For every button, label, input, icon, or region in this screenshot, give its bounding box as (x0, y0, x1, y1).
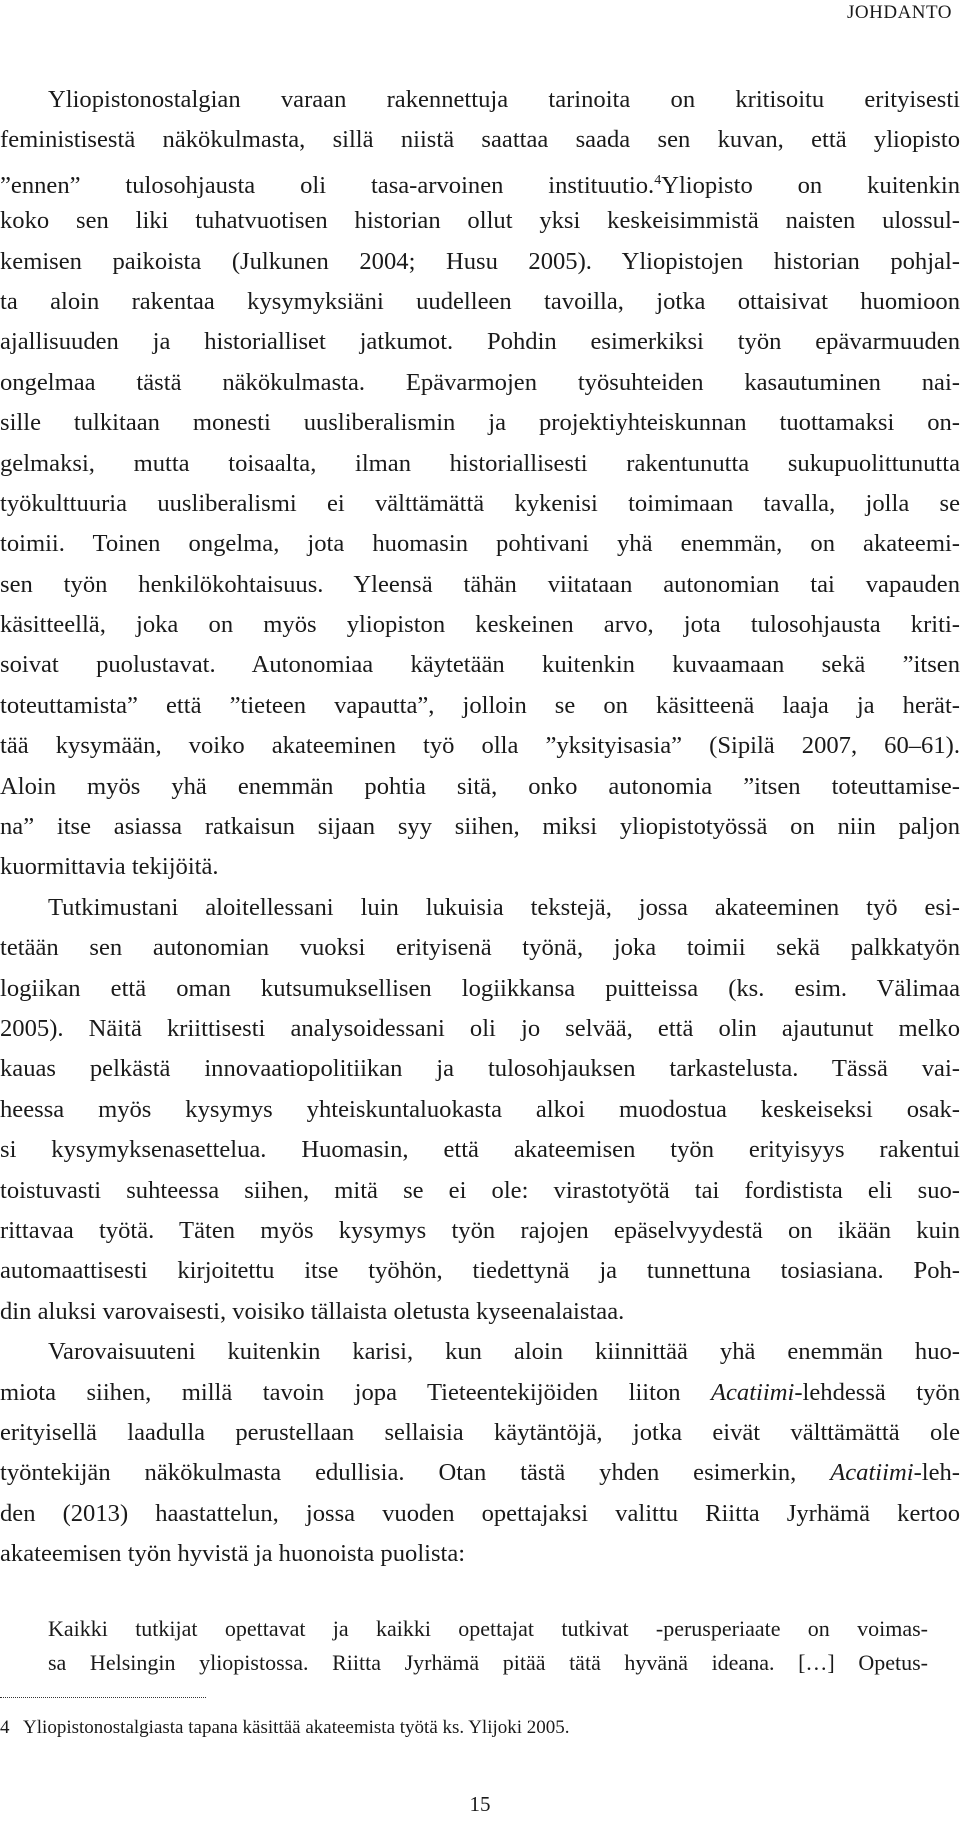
text-line: erityisellä laadulla perustellaan sellaisia käytäntöjä, jotka eivät välttämättä ole (0, 1418, 960, 1446)
text-fragment: -lehdessä työn (794, 1378, 960, 1406)
block-quote (48, 1612, 928, 1680)
text-line: tetään sen autonomian vuoksi erityisenä työnä, joka toimii sekä palkkatyön (0, 934, 960, 962)
text-line: automaattisesti kirjoitettu itse työhön, tiedettynä ja tunnettuna tosiasiana. Poh- (0, 1257, 960, 1285)
text-line: toteuttamista” että ”tieteen vapautta”, jolloin se on käsitteenä laaja ja herät- (0, 691, 960, 719)
text-line: sen työn henkilökohtaisuus. Yleensä tähän viitataan autonomian tai vapauden (0, 570, 960, 598)
text-fragment: miota siihen, millä tavoin jopa Tieteentekijöiden liiton (0, 1378, 711, 1406)
journal-title: Acatiimi (830, 1459, 914, 1487)
footnote-marker[interactable]: 4 (654, 172, 662, 188)
text-line: Varovaisuuteni kuitenkin karisi, kun aloin kiinnittää yhä enemmän huo- (48, 1338, 960, 1366)
journal-title: Acatiimi (710, 1378, 795, 1406)
text-line: 2005). Näitä kriittisesti analysoidessani oli jo selvää, että olin ajautunut melko (0, 1014, 960, 1042)
text-line: työkulttuuria uusliberalismi ei välttämättä kykenisi toimimaan tavalla, jolla se (0, 489, 960, 517)
text-line: kuormittavia tekijöitä. (0, 853, 219, 881)
text-line: soivat puolustavat. Autonomiaa käytetään kuitenkin kuvaamaan sekä ”itsen (0, 651, 960, 679)
body-text (0, 80, 960, 1574)
text-line: din aluksi varovaisesti, voisiko tällaista oletusta kyseenalaistaa. (0, 1297, 625, 1325)
text-line: ta aloin rakentaa kysymyksiäni uudelleen tavoilla, jotka ottaisivat huomioon (0, 287, 960, 315)
page-number: 15 (469, 1792, 491, 1816)
text-line: akateemisen työn hyvistä ja huonoista puolista: (0, 1540, 466, 1568)
text-fragment: työntekijän näkökulmasta edullisia. Otan tästä yhden esimerkin, (0, 1459, 831, 1487)
text-line (0, 161, 960, 201)
text-line: kemisen paikoista (Julkunen 2004; Husu 2005). Yliopistojen historian pohjal- (0, 247, 960, 275)
text-line: den (2013) haastattelun, jossa vuoden opettajaksi valittu Riitta Jyrhämä kertoo (0, 1499, 960, 1527)
footnote (0, 1716, 570, 1740)
text-line: logiikan että oman kutsumuksellisen logiikkansa puitteissa (ks. esim. Välimaa (0, 974, 960, 1002)
text-line: sille tulkitaan monesti uusliberalismin ja projektiyhteiskunnan tuottamaksi on- (0, 409, 960, 437)
running-header: JOHDANTO (847, 2, 952, 23)
text-line: koko sen liki tuhatvuotisen historian ollut yksi keskeisimmistä naisten ulossul- (0, 207, 960, 235)
text-line: toimii. Toinen ongelma, jota huomasin pohtivani yhä enemmän, on akateemi- (0, 530, 960, 558)
text-line: si kysymyksenasettelua. Huomasin, että akateemisen työn erityisyys rakentui (0, 1136, 960, 1164)
text-line: Yliopistonostalgian varaan rakennettuja tarinoita on kritisoitu erityisesti (48, 86, 960, 113)
text-line (0, 1453, 960, 1493)
text-line: na” itse asiassa ratkaisun sijaan syy siihen, miksi yliopistotyössä on niin paljon (0, 813, 960, 841)
footnote-number: 4 (0, 1717, 10, 1738)
text-line: Aloin myös yhä enemmän pohtia sitä, onko autonomia ”itsen toteuttamise- (0, 772, 960, 800)
text-line: feministisestä näkökulmasta, sillä niistä saattaa saada sen kuvan, että yliopisto (0, 126, 960, 154)
text-line: rittavaa työtä. Täten myös kysymys työn rajojen epäselvyydestä on ikään kuin (0, 1216, 960, 1244)
footnote-text: Yliopistonostalgiasta tapana käsittää akateemista työtä ks. Ylijoki 2005. (23, 1717, 570, 1738)
text-line: toistuvasti suhteessa siihen, mitä se ei ole: virastotyötä tai fordistista eli suo- (0, 1176, 960, 1204)
text-line: gelmaksi, mutta toisaalta, ilman historiallisesti rakentunutta sukupuolittunutta (0, 449, 960, 477)
text-line: ajallisuuden ja historialliset jatkumot. Pohdin esimerkiksi työn epävarmuuden (0, 328, 960, 356)
quote-line: Kaikki tutkijat opettavat ja kaikki opettajat tutkivat -perusperiaate on voimas- (48, 1616, 928, 1641)
text-line: ongelmaa tästä näkökulmasta. Epävarmojen työsuhteiden kasautuminen nai- (0, 368, 960, 396)
text-fragment: ”ennen” tulosohjausta oli tasa-arvoinen instituutio. (0, 171, 655, 199)
text-line (0, 1373, 960, 1413)
text-line: kauas pelkästä innovaatiopolitiikan ja tulosohjauksen tarkastelusta. Tässä vai- (0, 1055, 960, 1083)
footnote-divider (0, 1697, 206, 1698)
text-fragment: -leh- (913, 1459, 960, 1487)
text-line: Tutkimustani aloitellessani luin lukuisia tekstejä, jossa akateeminen työ esi- (48, 893, 960, 921)
text-line: heessa myös kysymys yhteiskuntaluokasta alkoi muodostua keskeiseksi osak- (0, 1095, 960, 1123)
text-fragment: Yliopisto on kuitenkin (661, 171, 960, 199)
text-line: tää kysymään, voiko akateeminen työ olla ”yksityisasia” (Sipilä 2007, 60–61). (0, 732, 960, 760)
text-line: käsitteellä, joka on myös yliopiston keskeinen arvo, jota tulosohjausta kriti- (0, 611, 960, 639)
quote-line: sa Helsingin yliopistossa. Riitta Jyrhämä pitää tätä hyvänä ideana. […] Opetus- (48, 1650, 928, 1675)
